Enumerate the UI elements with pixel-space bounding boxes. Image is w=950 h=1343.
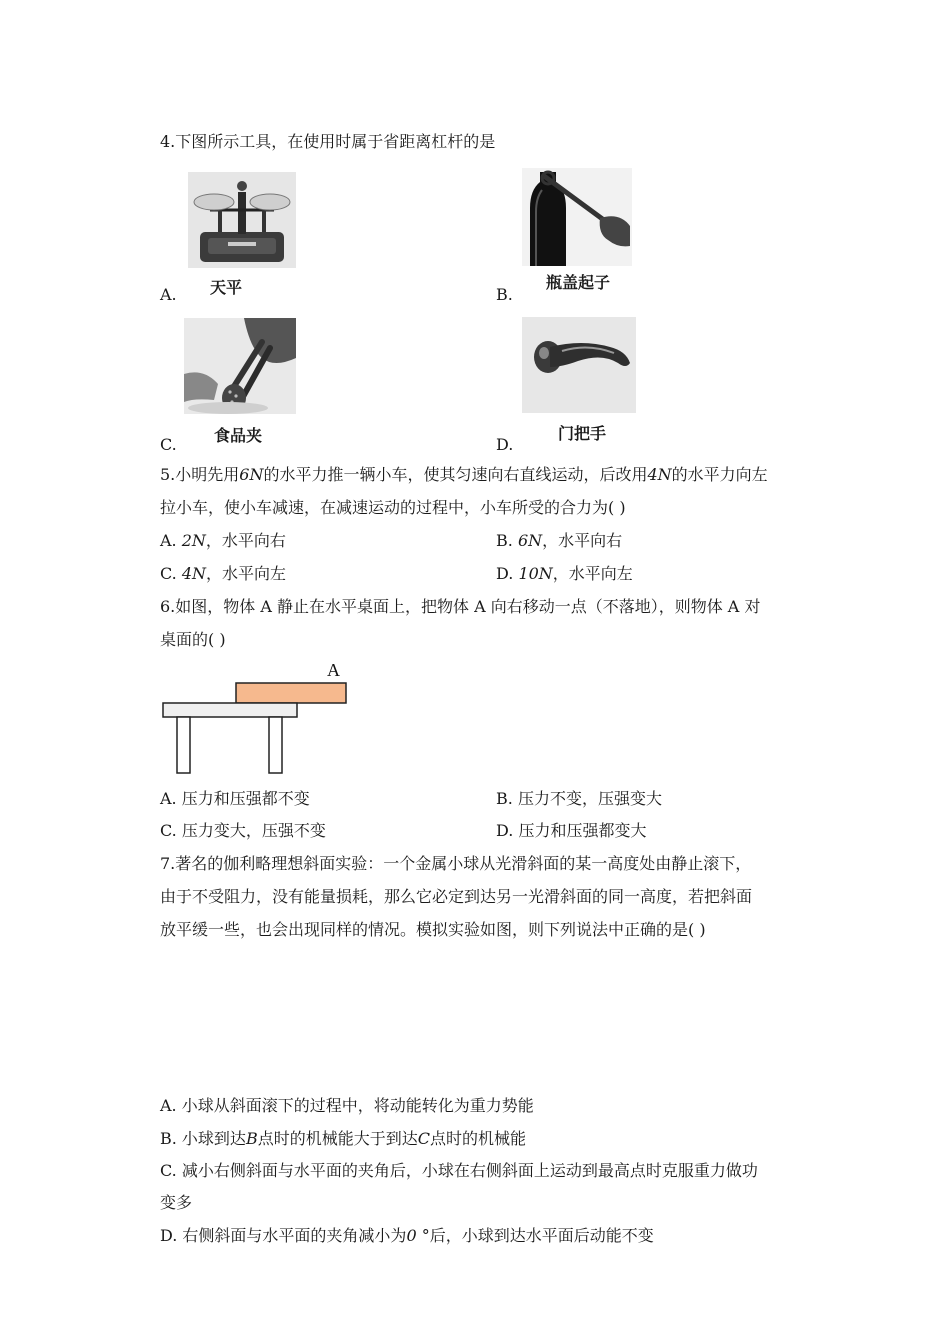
q6-option-a: A. 压力和压强都不变 <box>160 789 310 808</box>
q4-option-d-letter: D. <box>496 435 514 454</box>
q7-option-a: A. 小球从斜面滚下的过程中，将动能转化为重力势能 <box>160 1096 534 1115</box>
q6-option-b: B. 压力不变，压强变大 <box>496 789 662 808</box>
q4-option-c-letter: C. <box>160 435 177 454</box>
q4-stem: 4.下图所示工具，在使用时属于省距离杠杆的是 <box>160 132 496 151</box>
door-handle-icon <box>522 317 636 413</box>
q7-option-c-line1: C. 减小右侧斜面与水平面的夹角后，小球在右侧斜面上运动到最高点时克服重力做功 <box>160 1161 758 1180</box>
balance-scale-icon <box>188 172 296 268</box>
q4-option-a-caption: 天平 <box>210 278 243 297</box>
table-leg-left <box>177 717 190 773</box>
table-top <box>163 703 297 717</box>
bottle-opener-icon <box>522 168 632 266</box>
q4-option-a-letter: A. <box>160 285 177 304</box>
q6-option-d: D. 压力和压强都变大 <box>496 821 647 840</box>
q5-option-b: B. 6N，水平向右 <box>496 531 623 550</box>
block-a <box>236 683 346 703</box>
q7-stem-line3: 放平缓一些，也会出现同样的情况。模拟实验如图，则下列说法中正确的是( ) <box>160 920 706 939</box>
q4-option-c-caption: 食品夹 <box>214 426 263 445</box>
table-block-figure <box>160 656 360 778</box>
q5-option-a: A. 2N，水平向右 <box>160 531 286 550</box>
q6-stem-line2: 桌面的( ) <box>160 630 226 649</box>
q4-option-b-letter: B. <box>496 285 513 304</box>
q4-option-d-caption: 门把手 <box>558 424 607 443</box>
q6-option-c: C. 压力变大，压强不变 <box>160 821 326 840</box>
q7-option-b: B. 小球到达B点时的机械能大于到达C点时的机械能 <box>160 1129 526 1148</box>
q4-option-b-caption: 瓶盖起子 <box>546 273 611 292</box>
q7-stem-line2: 由于不受阻力，没有能量损耗，那么它必定到达另一光滑斜面的同一高度，若把斜面 <box>160 887 753 906</box>
q7-option-c-line2: 变多 <box>160 1193 193 1212</box>
q5-option-d: D. 10N，水平向左 <box>496 564 633 583</box>
block-label-a: A <box>327 660 340 680</box>
q7-option-d: D. 右侧斜面与水平面的夹角减小为0 °后，小球到达水平面后动能不变 <box>160 1226 654 1245</box>
food-tongs-icon <box>184 318 296 414</box>
table-leg-right <box>269 717 282 773</box>
q7-stem-line1: 7.著名的伽利略理想斜面实验：一个金属小球从光滑斜面的某一高度处由静止滚下， <box>160 854 752 873</box>
q5-stem-line2: 拉小车，使小车减速，在减速运动的过程中，小车所受的合力为( ) <box>160 498 626 517</box>
q5-stem-line1: 5.小明先用6N的水平力推一辆小车，使其匀速向右直线运动，后改用4N的水平力向左 <box>160 465 768 484</box>
q5-option-c: C. 4N，水平向左 <box>160 564 287 583</box>
q6-stem-line1: 6.如图，物体 A 静止在水平桌面上，把物体 A 向右移动一点（不落地），则物体 A 对 <box>160 597 761 616</box>
